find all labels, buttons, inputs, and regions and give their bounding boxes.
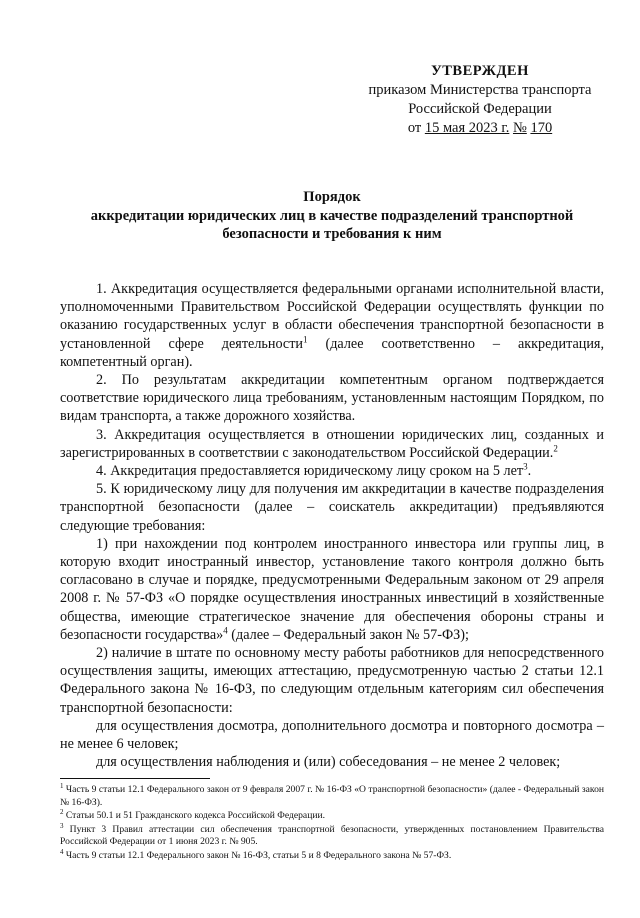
footnote-2 <box>60 807 604 823</box>
title-line-3: безопасности и требования к ним <box>222 226 442 242</box>
paragraph-1-tail: (далее соответственно – аккредитация, компетентный орган). <box>60 335 605 370</box>
approval-line-2: Российской Федерации <box>408 101 552 117</box>
approval-line-1: приказом Министерства транспорта <box>368 82 592 98</box>
footnote-1-text: Часть 9 статьи 12.1 Федерального закон от 9 февраля 2007 г. № 16-ФЗ «О транспортной безопасности» (далее - Федеральный закон № 16-ФЗ). <box>60 784 604 808</box>
paragraph-2: 2. По результатам аккредитации компетентным органом подтверждается соответствие юридического лица требованиям, установленным настоящим Порядком, по видам транспорта, а также дорожного хозяйства. <box>60 372 604 425</box>
footnote-ref-2: 2 <box>553 443 558 454</box>
approval-stamp <box>360 62 600 138</box>
footnote-2-text: Статьи 50.1 и 51 Гражданского кодекса Российской Федерации. <box>63 810 325 821</box>
paragraph-7: 2) наличие в штате по основному месту работы работников для непосредственного осуществления защиты, имеющих аттестацию, предусмотренную частью 2 статьи 12.1 Федерального закона № 16-ФЗ, по следующим отдельным категориям сил обеспечения транспортной безопасности: <box>60 645 604 716</box>
approval-number: 170 <box>530 120 553 136</box>
approval-date-line <box>360 119 600 138</box>
footnote-3-mark: 3 <box>60 821 64 830</box>
paragraph-1-text: 1. Аккредитация осуществляется федеральными органами исполнительной власти, уполномоченными Правительством Российской Федерации осуществлять функции по оказанию государственных услуг в области обеспечения транспортной безопасности в установленной сфере деятельности <box>60 281 604 352</box>
approval-prefix: от <box>407 120 422 136</box>
approval-date: 15 мая 2023 г. <box>424 120 510 136</box>
paragraph-4 <box>60 462 604 480</box>
document-title <box>60 188 604 244</box>
footnote-ref-3: 3 <box>523 461 528 472</box>
paragraph-5: 5. К юридическому лицу для получения им аккредитации в качестве подразделения транспортной безопасности (далее – соискатель аккредитации) предъявляются следующие требования: <box>60 481 604 534</box>
footnote-ref-4: 4 <box>223 625 228 636</box>
title-line-1: Порядок <box>303 189 361 205</box>
footnotes <box>60 781 604 863</box>
footnote-ref-1: 1 <box>303 333 308 344</box>
paragraph-9: для осуществления наблюдения и (или) собеседования – не менее 2 человек; <box>96 754 561 771</box>
footnote-3-text: Пункт 3 Правил аттестации сил обеспечения транспортной безопасности, утвержденных постановлением Правительства Российской Федерации от 1 июня 2023 г. № 905. <box>60 823 604 847</box>
paragraph-6 <box>60 535 604 644</box>
paragraph-3-text: 3. Аккредитация осуществляется в отношении юридических лиц, созданных и зарегистрированных в соответствии с законодательством Российской Федерации. <box>60 426 604 461</box>
paragraph-1 <box>60 280 604 371</box>
footnote-3 <box>60 821 604 849</box>
paragraph-3 <box>60 426 604 462</box>
paragraph-6-text: 1) при нахождении под контролем иностранного инвестора или группы лиц, в которую входит иностранный инвестор, установление такого контроля должно быть согласовано в случае и порядке, предусмотренными Федеральным законом от 29 апреля 2008 г. № 57-ФЗ «О порядке осуществления иностранных инвестиций в хозяйственные общества, имеющие стратегическое значение для обеспечения обороны страны и безопасности государства» <box>60 535 604 643</box>
footnote-4-text: Часть 9 статьи 12.1 Федерального закон № 16-ФЗ, статьи 5 и 8 Федерального закона № 57-ФЗ. <box>63 849 452 861</box>
footnote-4-mark: 4 <box>60 847 64 856</box>
footnote-4 <box>60 847 604 863</box>
paragraph-6-tail: (далее – Федеральный закон № 57-ФЗ); <box>227 626 469 643</box>
footnote-1-mark: 1 <box>60 781 64 790</box>
paragraph-4-text: 4. Аккредитация предоставляется юридическому лицу сроком на 5 лет <box>96 463 524 480</box>
paragraph-8: для осуществления досмотра, дополнительного досмотра и повторного досмотра – не менее 6 человек; <box>60 717 604 753</box>
footnote-2-mark: 2 <box>60 807 64 816</box>
title-line-2: аккредитации юридических лиц в качестве подразделений транспортной <box>90 207 574 224</box>
paragraph-4-tail: . <box>527 463 532 480</box>
approval-number-label: № <box>512 120 527 136</box>
footnote-divider <box>60 778 210 779</box>
approval-title: УТВЕРЖДЕН <box>431 63 529 79</box>
footnote-1 <box>60 781 604 809</box>
document-body <box>60 280 604 771</box>
